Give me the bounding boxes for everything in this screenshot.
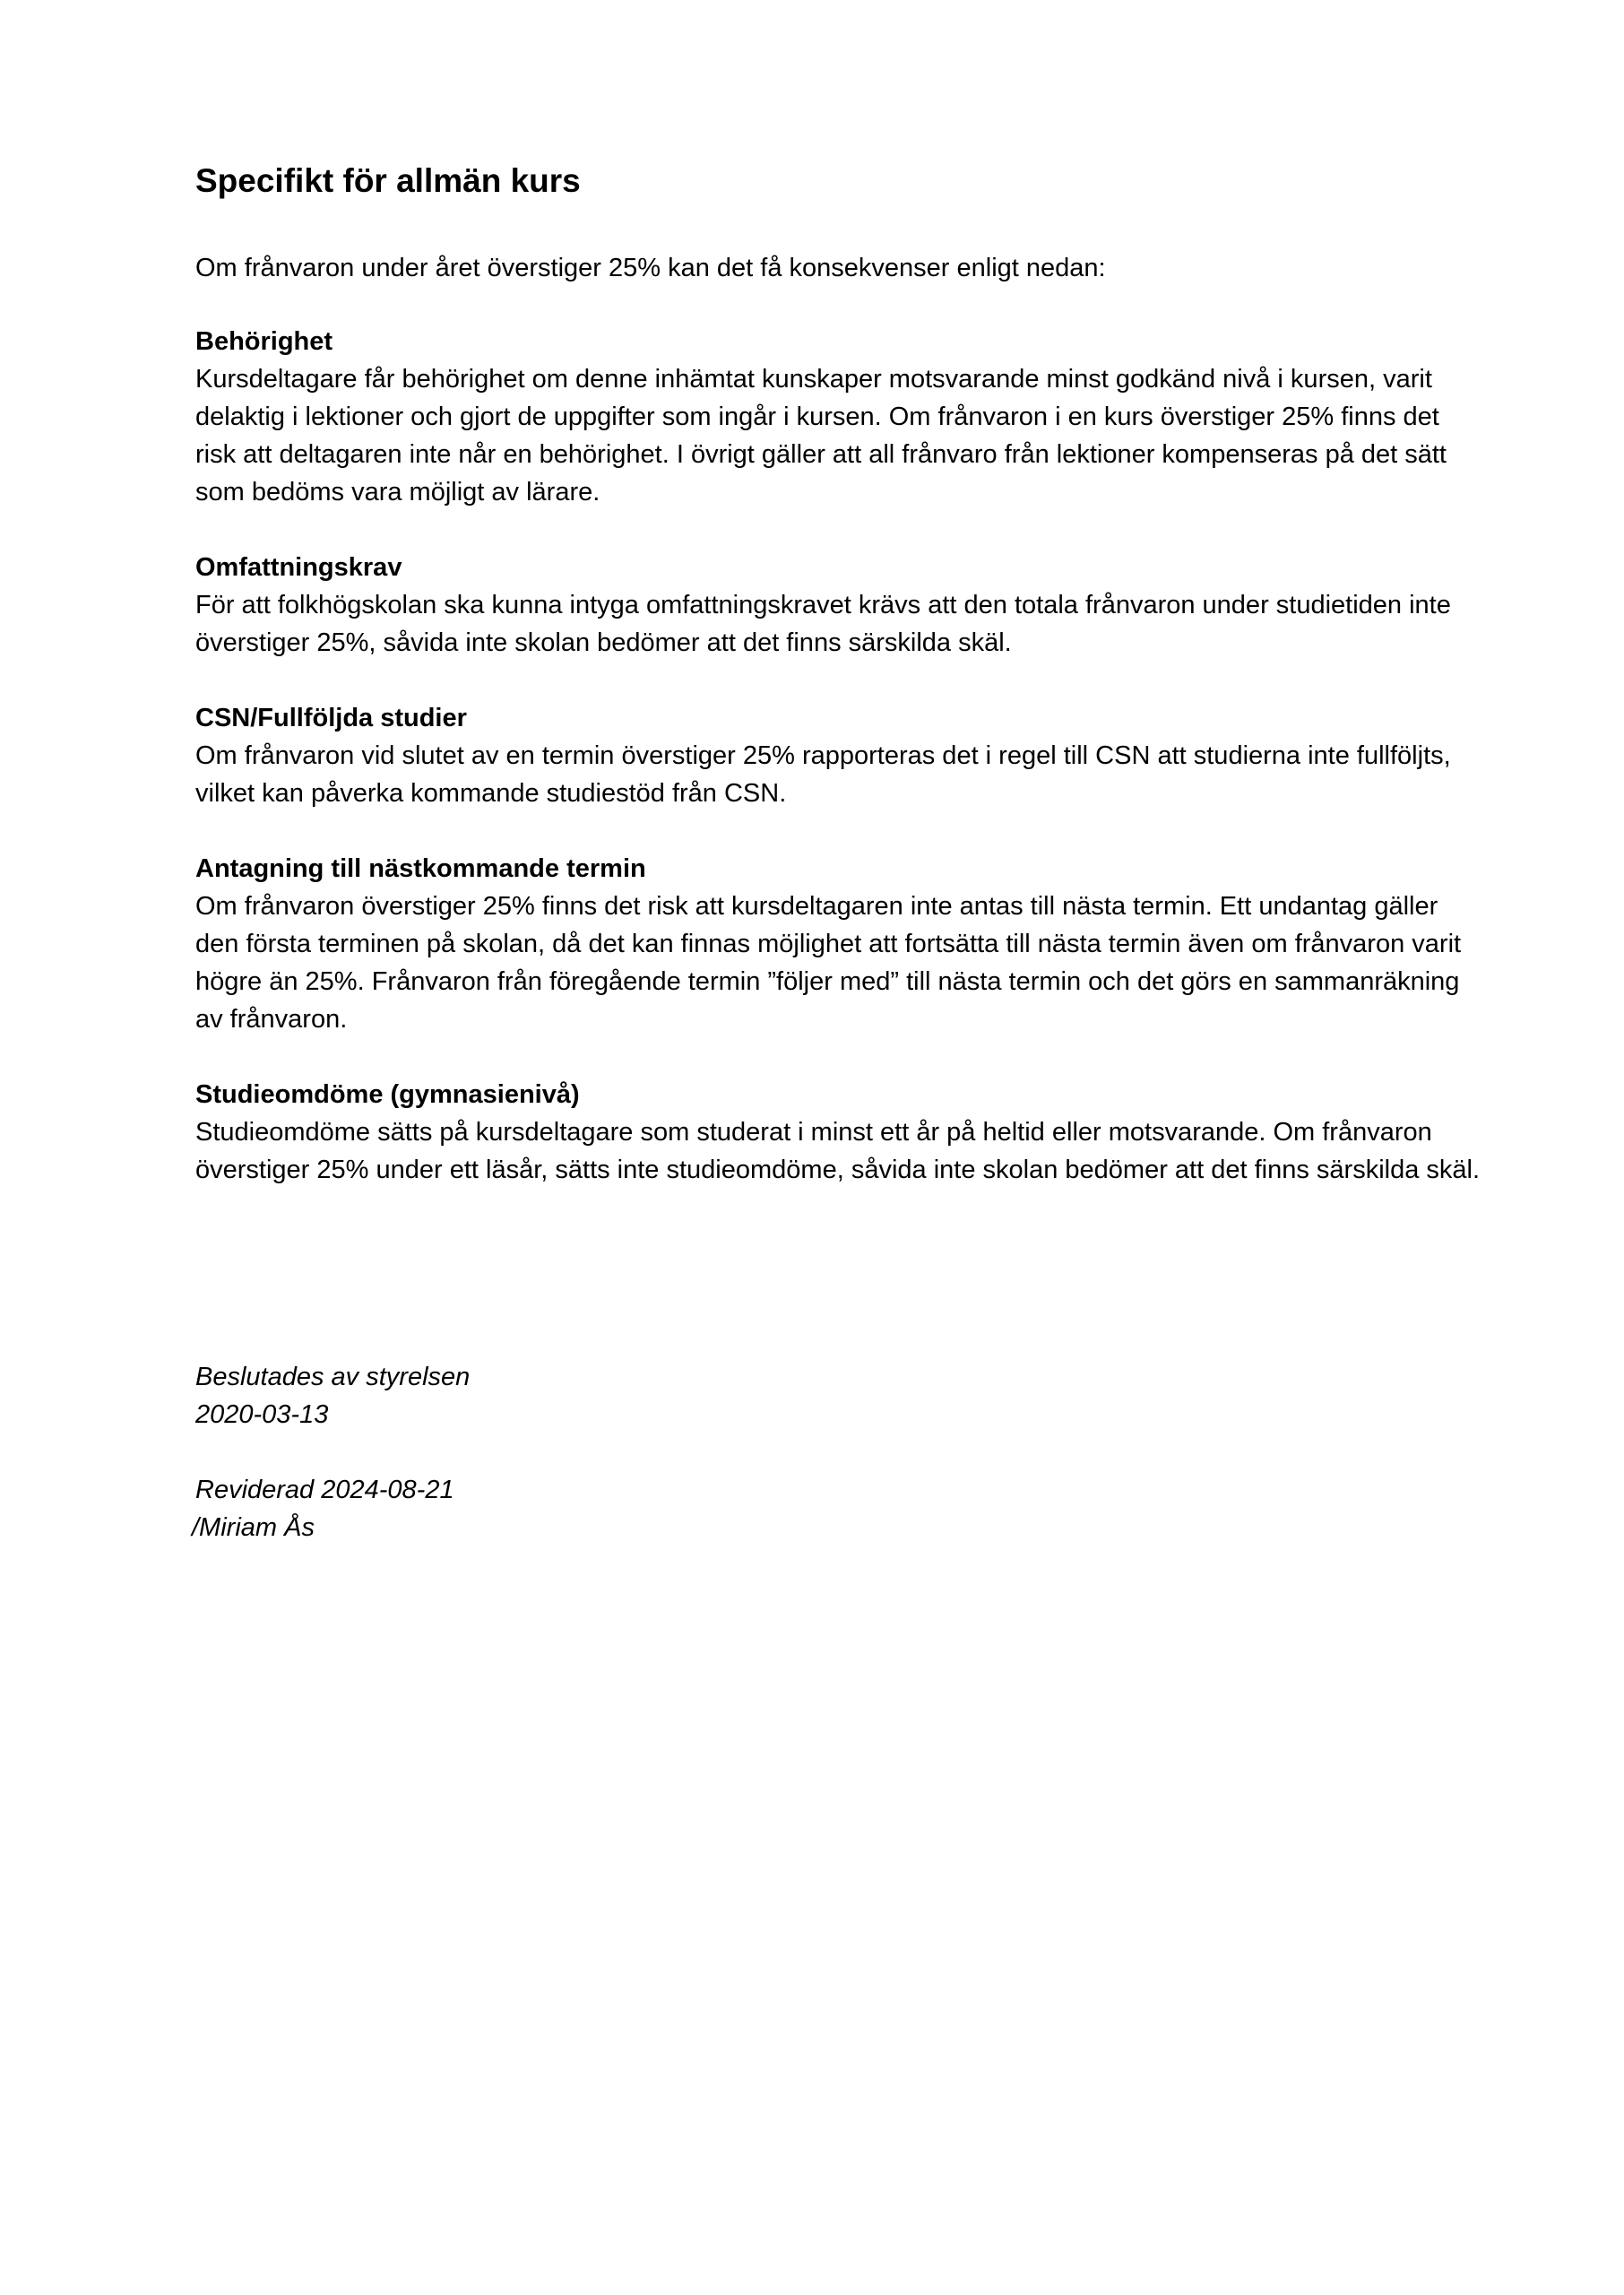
section-body: Om frånvaron överstiger 25% finns det risk att kursdeltagaren inte antas till nästa termin. Ett undantag gäller den första terminen på skolan, då det kan finnas möjlighet att fortsätta till nästa termin även om frånvaron varit högre än 25%. Frånvaron från föregående termin ”följer med” till nästa termin och det görs en sammanräkning av frånvaron. <box>195 892 1462 1034</box>
section-body: För att folkhögskolan ska kunna intyga omfattningskravet krävs att den totala frånvaron under studietiden inte överstiger 25%, såvida inte skolan bedömer att det finns särskilda skäl. <box>195 591 1451 657</box>
section-body: Om frånvaron vid slutet av en termin överstiger 25% rapporteras det i regel till CSN att studierna inte fullföljts, vilket kan påverka kommande studiestöd från CSN. <box>195 741 1451 808</box>
author-signature: /Miriam Ås <box>192 1513 315 1542</box>
section-behorighet <box>195 323 1486 511</box>
section-title: Omfattningskrav <box>195 553 402 582</box>
signoff-block <box>192 1358 471 1546</box>
page-title: Specifikt för allmän kurs <box>195 162 581 199</box>
document-content <box>195 160 1486 1226</box>
intro-paragraph: Om frånvaron under året överstiger 25% kan det få konsekvenser enligt nedan: <box>195 254 1106 282</box>
section-title: Studieomdöme (gymnasienivå) <box>195 1080 580 1109</box>
section-title: Antagning till nästkommande termin <box>195 854 646 883</box>
signoff-spacer <box>195 1433 470 1471</box>
section-csn <box>195 699 1486 812</box>
section-antagning <box>195 850 1486 1038</box>
section-body: Kursdeltagare får behörighet om denne inhämtat kunskaper motsvarande minst godkänd nivå i kursen, varit delaktig i lektioner och gjort de uppgifter som ingår i kursen. Om frånvaron i en kurs överstiger 25% finns det risk att deltagaren inte når en behörighet. I övrigt gäller att all frånvaro från lektioner kompenseras på det sätt som bedöms vara möjligt av lärare. <box>195 365 1447 507</box>
section-body: Studieomdöme sätts på kursdeltagare som studerat i minst ett år på heltid eller motsvarande. Om frånvaron överstiger 25% under ett läsår, sätts inte studieomdöme, såvida inte skolan bedömer att det finns särskilda skäl. <box>195 1118 1481 1184</box>
revised-date: Reviderad 2024-08-21 <box>195 1476 454 1504</box>
section-title: Behörighet <box>195 327 333 356</box>
decided-date: 2020-03-13 <box>195 1400 329 1429</box>
section-title: CSN/Fullföljda studier <box>195 704 467 732</box>
decided-by: Beslutades av styrelsen <box>195 1363 471 1391</box>
section-omfattningskrav <box>195 549 1486 662</box>
section-studieomdome <box>195 1076 1486 1189</box>
